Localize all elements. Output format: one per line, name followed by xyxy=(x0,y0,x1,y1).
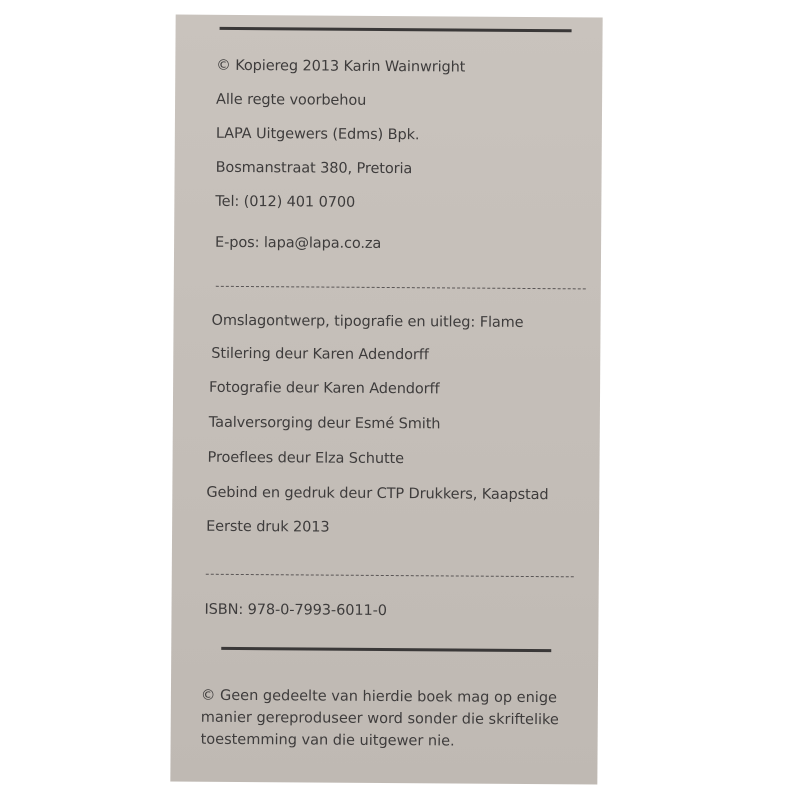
copyright-page xyxy=(170,15,602,785)
address-line: Bosmanstraat 380, Pretoria xyxy=(215,159,413,178)
rights-line: Alle regte voorbehou xyxy=(216,91,367,109)
copyright-line: © Kopiereg 2013 Karin Wainwright xyxy=(216,57,466,76)
design-credit: Omslagontwerp, tipografie en uitleg: Flame xyxy=(211,312,524,331)
dashed-divider-2 xyxy=(206,574,574,578)
dashed-divider-1 xyxy=(216,286,586,290)
top-rule xyxy=(220,27,572,32)
bottom-rule xyxy=(221,647,551,652)
edition-line: Eerste druk 2013 xyxy=(206,518,330,536)
publisher-line: LAPA Uitgewers (Edms) Bpk. xyxy=(215,125,420,144)
photography-credit: Fotografie deur Karen Adendorff xyxy=(209,379,440,398)
language-credit: Taalversorging deur Esmé Smith xyxy=(208,414,441,433)
isbn-line: ISBN: 978-0-7993-6011-0 xyxy=(204,601,387,620)
styling-credit: Stilering deur Karen Adendorff xyxy=(211,345,429,364)
printing-credit: Gebind en gedruk deur CTP Drukkers, Kaapstad xyxy=(206,484,549,504)
proofreading-credit: Proeflees deur Elza Schutte xyxy=(207,449,405,468)
telephone-line: Tel: (012) 401 0700 xyxy=(215,193,356,211)
reproduction-notice: © Geen gedeelte van hierdie boek mag op enige manier gereproduseer word sonder die skriftelike toestemming van die uitgewer nie. xyxy=(200,687,559,750)
email-line: E-pos: lapa@lapa.co.za xyxy=(215,234,382,252)
